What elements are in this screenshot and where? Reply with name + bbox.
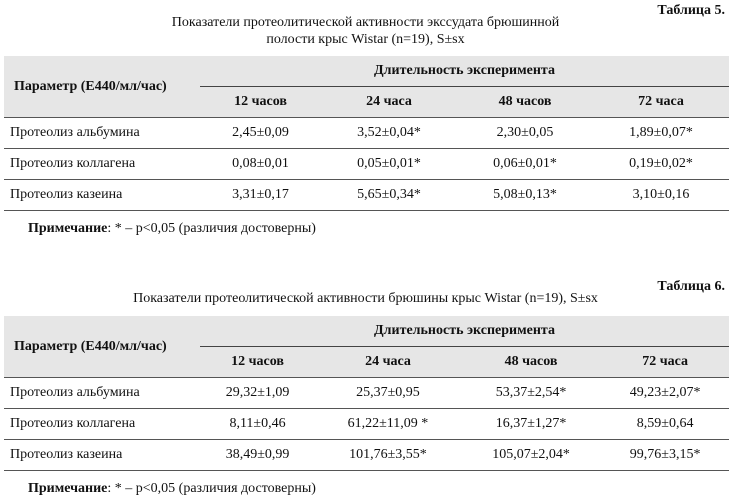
table-cell: 2,30±0,05 [457, 118, 593, 149]
row-label: Протеолиз казеина [4, 180, 200, 211]
table-cell: 29,32±1,09 [200, 378, 315, 409]
row-label: Протеолиз коллагена [4, 409, 200, 440]
table-cell: 105,07±2,04* [461, 440, 601, 471]
table-cell: 5,08±0,13* [457, 180, 593, 211]
note-label: Примечание [28, 221, 108, 236]
table-5-caption-line1: Показатели протеолитической активности экссудата брюшинной [171, 15, 560, 30]
column-header: 72 часа [601, 347, 729, 378]
table-cell: 1,89±0,07* [593, 118, 729, 149]
table-6 [4, 316, 729, 471]
column-header: 12 часов [200, 347, 315, 378]
duration-header: Длительность эксперимента [200, 316, 729, 347]
column-header: 12 часов [200, 87, 321, 118]
column-header: 48 часов [457, 87, 593, 118]
table-cell: 3,52±0,04* [321, 118, 457, 149]
row-label: Протеолиз альбумина [4, 118, 200, 149]
column-header: 24 часа [315, 347, 461, 378]
param-header: Параметр (Е440/мл/час) [4, 316, 200, 378]
table-cell: 25,37±0,95 [315, 378, 461, 409]
table-cell: 8,11±0,46 [200, 409, 315, 440]
column-header: 72 часа [593, 87, 729, 118]
column-header: 48 часов [461, 347, 601, 378]
table-row [4, 409, 729, 440]
table-5-caption [0, 14, 731, 48]
table-cell: 38,49±0,99 [200, 440, 315, 471]
table-cell: 0,06±0,01* [457, 149, 593, 180]
table-cell: 101,76±3,55* [315, 440, 461, 471]
row-label: Протеолиз казеина [4, 440, 200, 471]
table-cell: 0,05±0,01* [321, 149, 457, 180]
table-6-caption [0, 290, 731, 307]
table-6-note [28, 481, 316, 497]
table-5 [4, 56, 729, 211]
table-row [4, 180, 729, 211]
row-label: Протеолиз коллагена [4, 149, 200, 180]
table-cell: 16,37±1,27* [461, 409, 601, 440]
table-cell: 61,22±11,09 * [315, 409, 461, 440]
table-5-label: Таблица 5. [657, 3, 725, 18]
note-text: : * – p<0,05 (различия достоверны) [107, 481, 316, 496]
table-cell: 0,08±0,01 [200, 149, 321, 180]
table-row [4, 149, 729, 180]
note-label: Примечание [28, 481, 108, 496]
duration-header: Длительность эксперимента [200, 56, 729, 87]
table-cell: 99,76±3,15* [601, 440, 729, 471]
table-6-caption-line1: Показатели протеолитической активности брюшины крыс Wistar (n=19), S±sx [133, 291, 598, 306]
table-row [4, 378, 729, 409]
table-cell: 2,45±0,09 [200, 118, 321, 149]
table-cell: 0,19±0,02* [593, 149, 729, 180]
note-text: : * – p<0,05 (различия достоверны) [107, 221, 316, 236]
table-cell: 53,37±2,54* [461, 378, 601, 409]
table-row [4, 440, 729, 471]
table-cell: 3,10±0,16 [593, 180, 729, 211]
row-label: Протеолиз альбумина [4, 378, 200, 409]
table-cell: 3,31±0,17 [200, 180, 321, 211]
table-cell: 8,59±0,64 [601, 409, 729, 440]
table-cell: 49,23±2,07* [601, 378, 729, 409]
param-header: Параметр (Е440/мл/час) [4, 56, 200, 118]
table-6-label: Таблица 6. [657, 279, 725, 294]
table-row [4, 118, 729, 149]
table-5-note [28, 221, 316, 237]
table-cell: 5,65±0,34* [321, 180, 457, 211]
table-5-caption-line2: полости крыс Wistar (n=19), S±sx [266, 32, 465, 47]
column-header: 24 часа [321, 87, 457, 118]
